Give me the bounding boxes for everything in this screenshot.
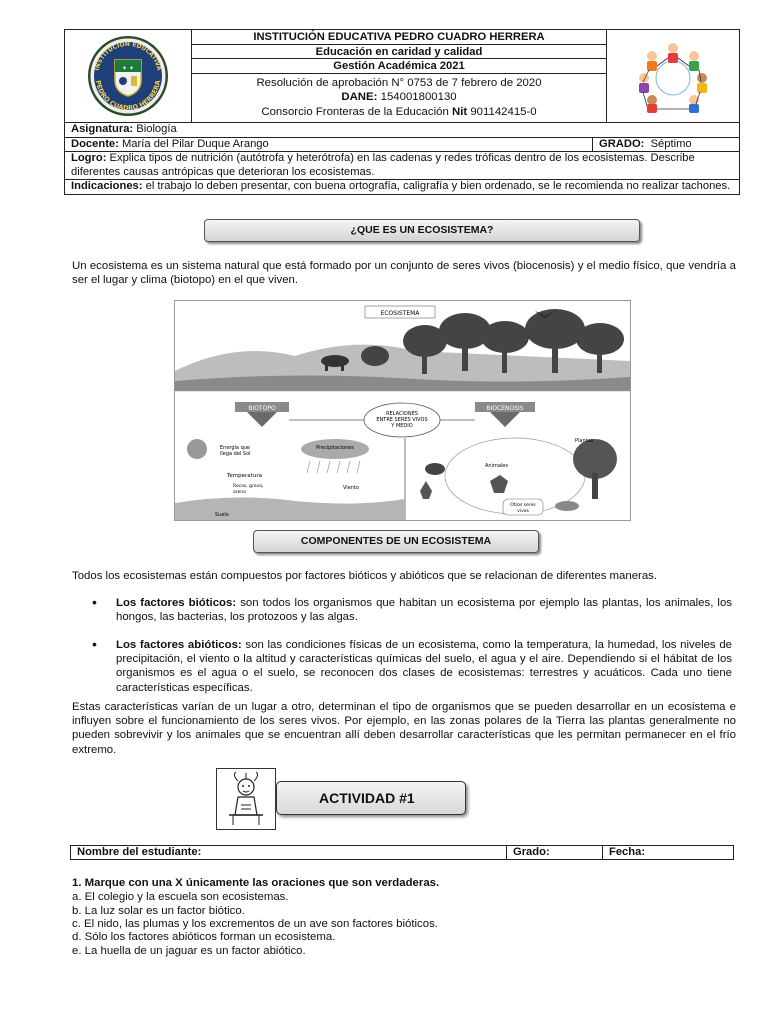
resolution-text: Resolución de aprobación N° 0753 de 7 febrero de 2020 [256, 76, 542, 89]
figure-label-ecosystem: ECOSISTEMA [380, 310, 420, 317]
ecosystem-definition: Un ecosistema es un sistema natural que está formado por un conjunto de seres vivos (biocenosis) y el medio físico, que vendría a ser el lugar y clima (biotopo) en el que viven. [72, 260, 736, 287]
option-e[interactable]: e. La huella de un jaguar es un factor abiótico. [72, 945, 306, 957]
characteristics-paragraph: Estas características varían de un lugar a otro, determinan el tipo de organismos que se pueden desarrollar en un ecosistema e influyen sobre el funcionamiento de los seres vivos. Por ejemplo, en las zonas polares de la Tierra las plantas generalmente no pueden sobrevivir y los animales que se encuentran allí deben desarrollar características que les permitan permanecer en el frío extremo. [72, 701, 736, 756]
figure-label-biocenosis: BIOCENOSIS [486, 405, 524, 412]
abiotic-factors-item: • Los factores abióticos: son las condiciones físicas de un ecosistema, como la temperatura, la humedad, los niveles de precipitación, el viento o la altitud y características químicas del suelo, el agua y el aire. Dependiendo si el hábitat de los organismos es el agua o el suelo, se reconocen dos clases de ecosistemas: terrestres y acuáticos. Cada uno tiene características específicas. [92, 638, 732, 695]
teacher-row: Docente: María del Pilar Duque Arango GRADO: Séptimo [65, 137, 739, 152]
subject-row: Asignatura: Biología [65, 122, 739, 137]
option-d[interactable]: d. Sólo los factores abióticos forman un ecosistema. [72, 931, 336, 943]
children-globe-image [606, 30, 739, 122]
wind-label: Viento [343, 485, 359, 491]
biotic-factors-item: • Los factores bióticos: son todos los organismos que habitan un ecosistema por ejemplo las plantas, los animales, los hongos, las bacterias, los protozoos y las algas. [92, 596, 732, 624]
dane-line: DANE: 154001800130 [341, 91, 457, 103]
student-thinking-icon [216, 768, 276, 830]
section-title-what-is-ecosystem: ¿QUE ES UN ECOSISTEMA? [204, 219, 640, 242]
factor-list [92, 596, 732, 624]
academic-management: Gestión Académica 2021 [192, 59, 606, 74]
svg-text:PEDRO CUADRO HERRERA: PEDRO CUADRO HERRERA [94, 79, 162, 113]
option-c[interactable]: c. El nido, las plumas y los excrementos de un ave son factores bióticos. [72, 918, 438, 930]
svg-text:INSTITUCIÓN EDUCATIVA: INSTITUCIÓN EDUCATIVA [93, 40, 163, 72]
components-intro: Todos los ecosistemas están compuestos por factores bióticos y abióticos que se relacionan de diferentes maneras. [72, 570, 658, 582]
instructions-row: Indicaciones: el trabajo lo deben presentar, con buena ortografía, caligrafía y bien ordenado, se le recomienda no realizar tachones. [65, 179, 739, 194]
relations-line-2: ENTRE SERES VIVOS [376, 417, 428, 423]
soil-label: Suelo [215, 512, 229, 518]
plants-label: Plantas [575, 438, 594, 444]
others-label-1: Otros seres [510, 503, 536, 508]
option-a[interactable]: a. El colegio y la escuela son ecosistemas. [72, 891, 289, 903]
institution-name: INSTITUCIÓN EDUCATIVA PEDRO CUADRO HERRERA [192, 30, 606, 45]
svg-text:✦ ✦: ✦ ✦ [122, 65, 134, 72]
section-title-components: COMPONENTES DE UN ECOSISTEMA [253, 530, 539, 553]
date-field[interactable]: Fecha: [609, 846, 646, 858]
institution-motto: Educación en caridad y calidad [192, 45, 606, 60]
teacher-name: María del Pilar Duque Arango [121, 137, 269, 150]
student-grade-field[interactable]: Grado: [507, 846, 603, 859]
question-1: 1. Marque con una X únicamente las oraciones que son verdaderas. [72, 877, 440, 889]
student-name-field[interactable]: Nombre del estudiante: [71, 846, 507, 859]
consortium-line: Consorcio Fronteras de la Educación Nit 901142415-0 [261, 105, 537, 118]
ecosystem-diagram [174, 300, 631, 521]
grade-value: Séptimo [650, 137, 692, 150]
option-b[interactable]: b. La luz solar es un factor biótico. [72, 905, 245, 917]
activity-title: ACTIVIDAD #1 [276, 781, 466, 815]
energy-label-2: llega del Sol [220, 451, 251, 457]
subject-info-table [64, 122, 740, 195]
rocks-label-2: arena [233, 490, 246, 495]
temperature-label: Temperatura [227, 473, 262, 479]
precipitation-label: Precipitaciones [316, 445, 354, 451]
relations-line-3: Y MEDIO [391, 423, 413, 429]
others-label-2: vivos [517, 509, 529, 514]
school-logo [65, 30, 192, 122]
factor-list-2 [92, 638, 732, 695]
student-info-row [70, 845, 734, 860]
goal-row: Logro: Explica tipos de nutrición (autótrofa y heterótrofa) en las cadenas y redes tróficas dentro de los ecosistemas. Describe diferentes causas antrópicas que deterioran los ecosistemas. [65, 151, 739, 179]
resolution-block [192, 74, 606, 123]
animals-label: Animales [485, 463, 508, 469]
rocks-label-1: Rocas, grava, [233, 484, 264, 489]
figure-label-biotopo: BIOTOPO [248, 405, 276, 412]
energy-label-1: Energía que [220, 445, 251, 451]
header-table [64, 29, 740, 123]
relations-line-1: RELACIONES [386, 411, 418, 417]
